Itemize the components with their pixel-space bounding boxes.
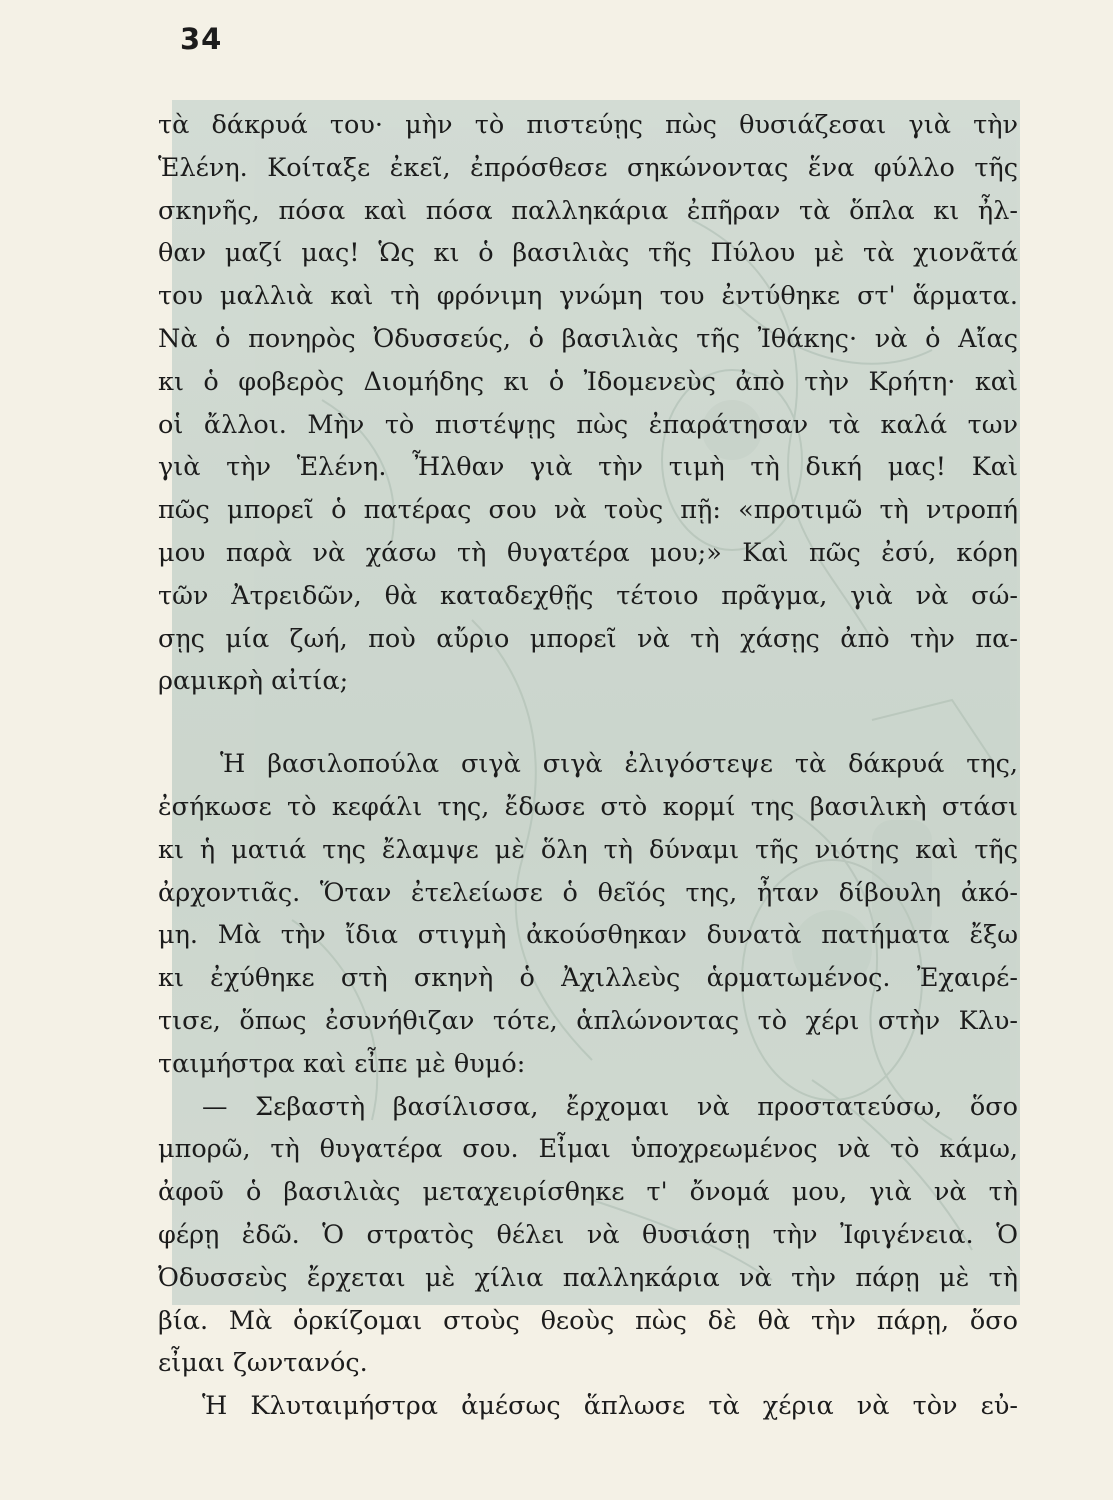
text-line: κι ὁ φοβερὸς Διομήδης κι ὁ Ἰδομενεὺς ἀπὸ τὴν Κρήτη· καὶ xyxy=(158,366,1018,397)
text-line: κι ἡ ματιά της ἔλαμψε μὲ ὅλη τὴ δύναμι τῆς νιότης καὶ τῆς xyxy=(158,834,1018,865)
text-line: ταιμήστρα καὶ εἶπε μὲ θυμό: xyxy=(158,1048,526,1079)
text-line: τισε, ὅπως ἐσυνήθιζαν τότε, ἁπλώνοντας τὸ χέρι στὴν Κλυ- xyxy=(158,1005,1018,1036)
text-line: — Σεβαστὴ βασίλισσα, ἔρχομαι νὰ προστατεύσω, ὅσο xyxy=(202,1091,1018,1122)
paragraph-2 xyxy=(158,743,1018,1085)
text-line: μη. Μὰ τὴν ἴδια στιγμὴ ἀκούσθηκαν δυνατὰ πατήματα ἔξω xyxy=(158,920,1018,951)
text-line: ἀφοῦ ὁ βασιλιὰς μεταχειρίσθηκε τ' ὄνομά μου, γιὰ νὰ τὴ xyxy=(158,1177,1018,1208)
text-line: οἱ ἄλλοι. Μὴν τὸ πιστέψῃς πὼς ἐπαράτησαν τὰ καλά των xyxy=(158,409,1018,440)
text-line: βία. Μὰ ὁρκίζομαι στοὺς θεοὺς πὼς δὲ θὰ τὴν πάρῃ, ὅσο xyxy=(158,1305,1018,1336)
paragraph-1 xyxy=(158,104,1018,703)
text-line: σκηνῆς, πόσα καὶ πόσα παλληκάρια ἐπῆραν τὰ ὅπλα κι ἦλ- xyxy=(158,195,1018,226)
text-line: ραμικρὴ αἰτία; xyxy=(158,666,349,697)
text-line: μπορῶ, τὴ θυγατέρα σου. Εἶμαι ὑποχρεωμένος νὰ τὸ κάμω, xyxy=(158,1134,1018,1165)
page-number: 34 xyxy=(180,22,223,56)
text-line: μου παρὰ νὰ χάσω τὴ θυγατέρα μου;» Καὶ πῶς ἐσύ, κόρη xyxy=(158,537,1018,568)
text-line: σῃς μία ζωή, ποὺ αὔριο μπορεῖ νὰ τὴ χάσῃς ἀπὸ τὴν πα- xyxy=(158,623,1018,654)
page-text xyxy=(158,104,1018,1428)
text-line: γιὰ τὴν Ἑλένη. Ἦλθαν γιὰ τὴν τιμὴ τὴ δική μας! Καὶ xyxy=(158,452,1018,483)
text-line: εἶμαι ζωντανός. xyxy=(158,1348,368,1379)
text-line: τῶν Ἀτρειδῶν, θὰ καταδεχθῇς τέτοιο πρᾶγμα, γιὰ νὰ σώ- xyxy=(158,580,1018,611)
text-line: φέρῃ ἐδῶ. Ὁ στρατὸς θέλει νὰ θυσιάσῃ τὴν Ἰφιγένεια. Ὁ xyxy=(158,1219,1018,1250)
text-line: Ἡ βασιλοπούλα σιγὰ σιγὰ ἐλιγόστεψε τὰ δάκρυά της, xyxy=(220,749,1018,780)
paragraph-3 xyxy=(158,1086,1018,1386)
text-line: ἐσήκωσε τὸ κεφάλι της, ἔδωσε στὸ κορμί της βασιλικὴ στάσι xyxy=(158,791,1018,822)
text-line: ἀρχοντιᾶς. Ὅταν ἐτελείωσε ὁ θεῖός της, ἦταν δίβουλη ἀκό- xyxy=(158,877,1018,908)
text-line: θαν μαζί μας! Ὡς κι ὁ βασιλιὰς τῆς Πύλου μὲ τὰ χιονᾶτά xyxy=(158,238,1018,269)
text-line: Νὰ ὁ πονηρὸς Ὀδυσσεύς, ὁ βασιλιὰς τῆς Ἰθάκης· νὰ ὁ Αἴας xyxy=(158,323,1018,354)
text-line: κι ἐχύθηκε στὴ σκηνὴ ὁ Ἀχιλλεὺς ἁρματωμένος. Ἐχαιρέ- xyxy=(158,963,1018,994)
text-line: Ἡ Κλυταιμήστρα ἀμέσως ἅπλωσε τὰ χέρια νὰ τὸν εὐ- xyxy=(202,1391,1018,1422)
paragraph-4 xyxy=(158,1385,1018,1428)
text-line: πῶς μπορεῖ ὁ πατέρας σου νὰ τοὺς πῇ: «προτιμῶ τὴ ντροπή xyxy=(158,495,1018,526)
paragraph-gap xyxy=(158,703,1018,743)
text-line: τὰ δάκρυά του· μὴν τὸ πιστεύῃς πὼς θυσιάζεσαι γιὰ τὴν xyxy=(158,110,1018,140)
text-line: Ὀδυσσεὺς ἔρχεται μὲ χίλια παλληκάρια νὰ τὴν πάρῃ μὲ τὴ xyxy=(158,1262,1018,1293)
text-line: του μαλλιὰ καὶ τὴ φρόνιμη γνώμη του ἐντύθηκε στ' ἅρματα. xyxy=(158,281,1018,312)
text-line: Ἑλένη. Κοίταξε ἐκεῖ, ἐπρόσθεσε σηκώνοντας ἕνα φύλλο τῆς xyxy=(158,152,1018,183)
